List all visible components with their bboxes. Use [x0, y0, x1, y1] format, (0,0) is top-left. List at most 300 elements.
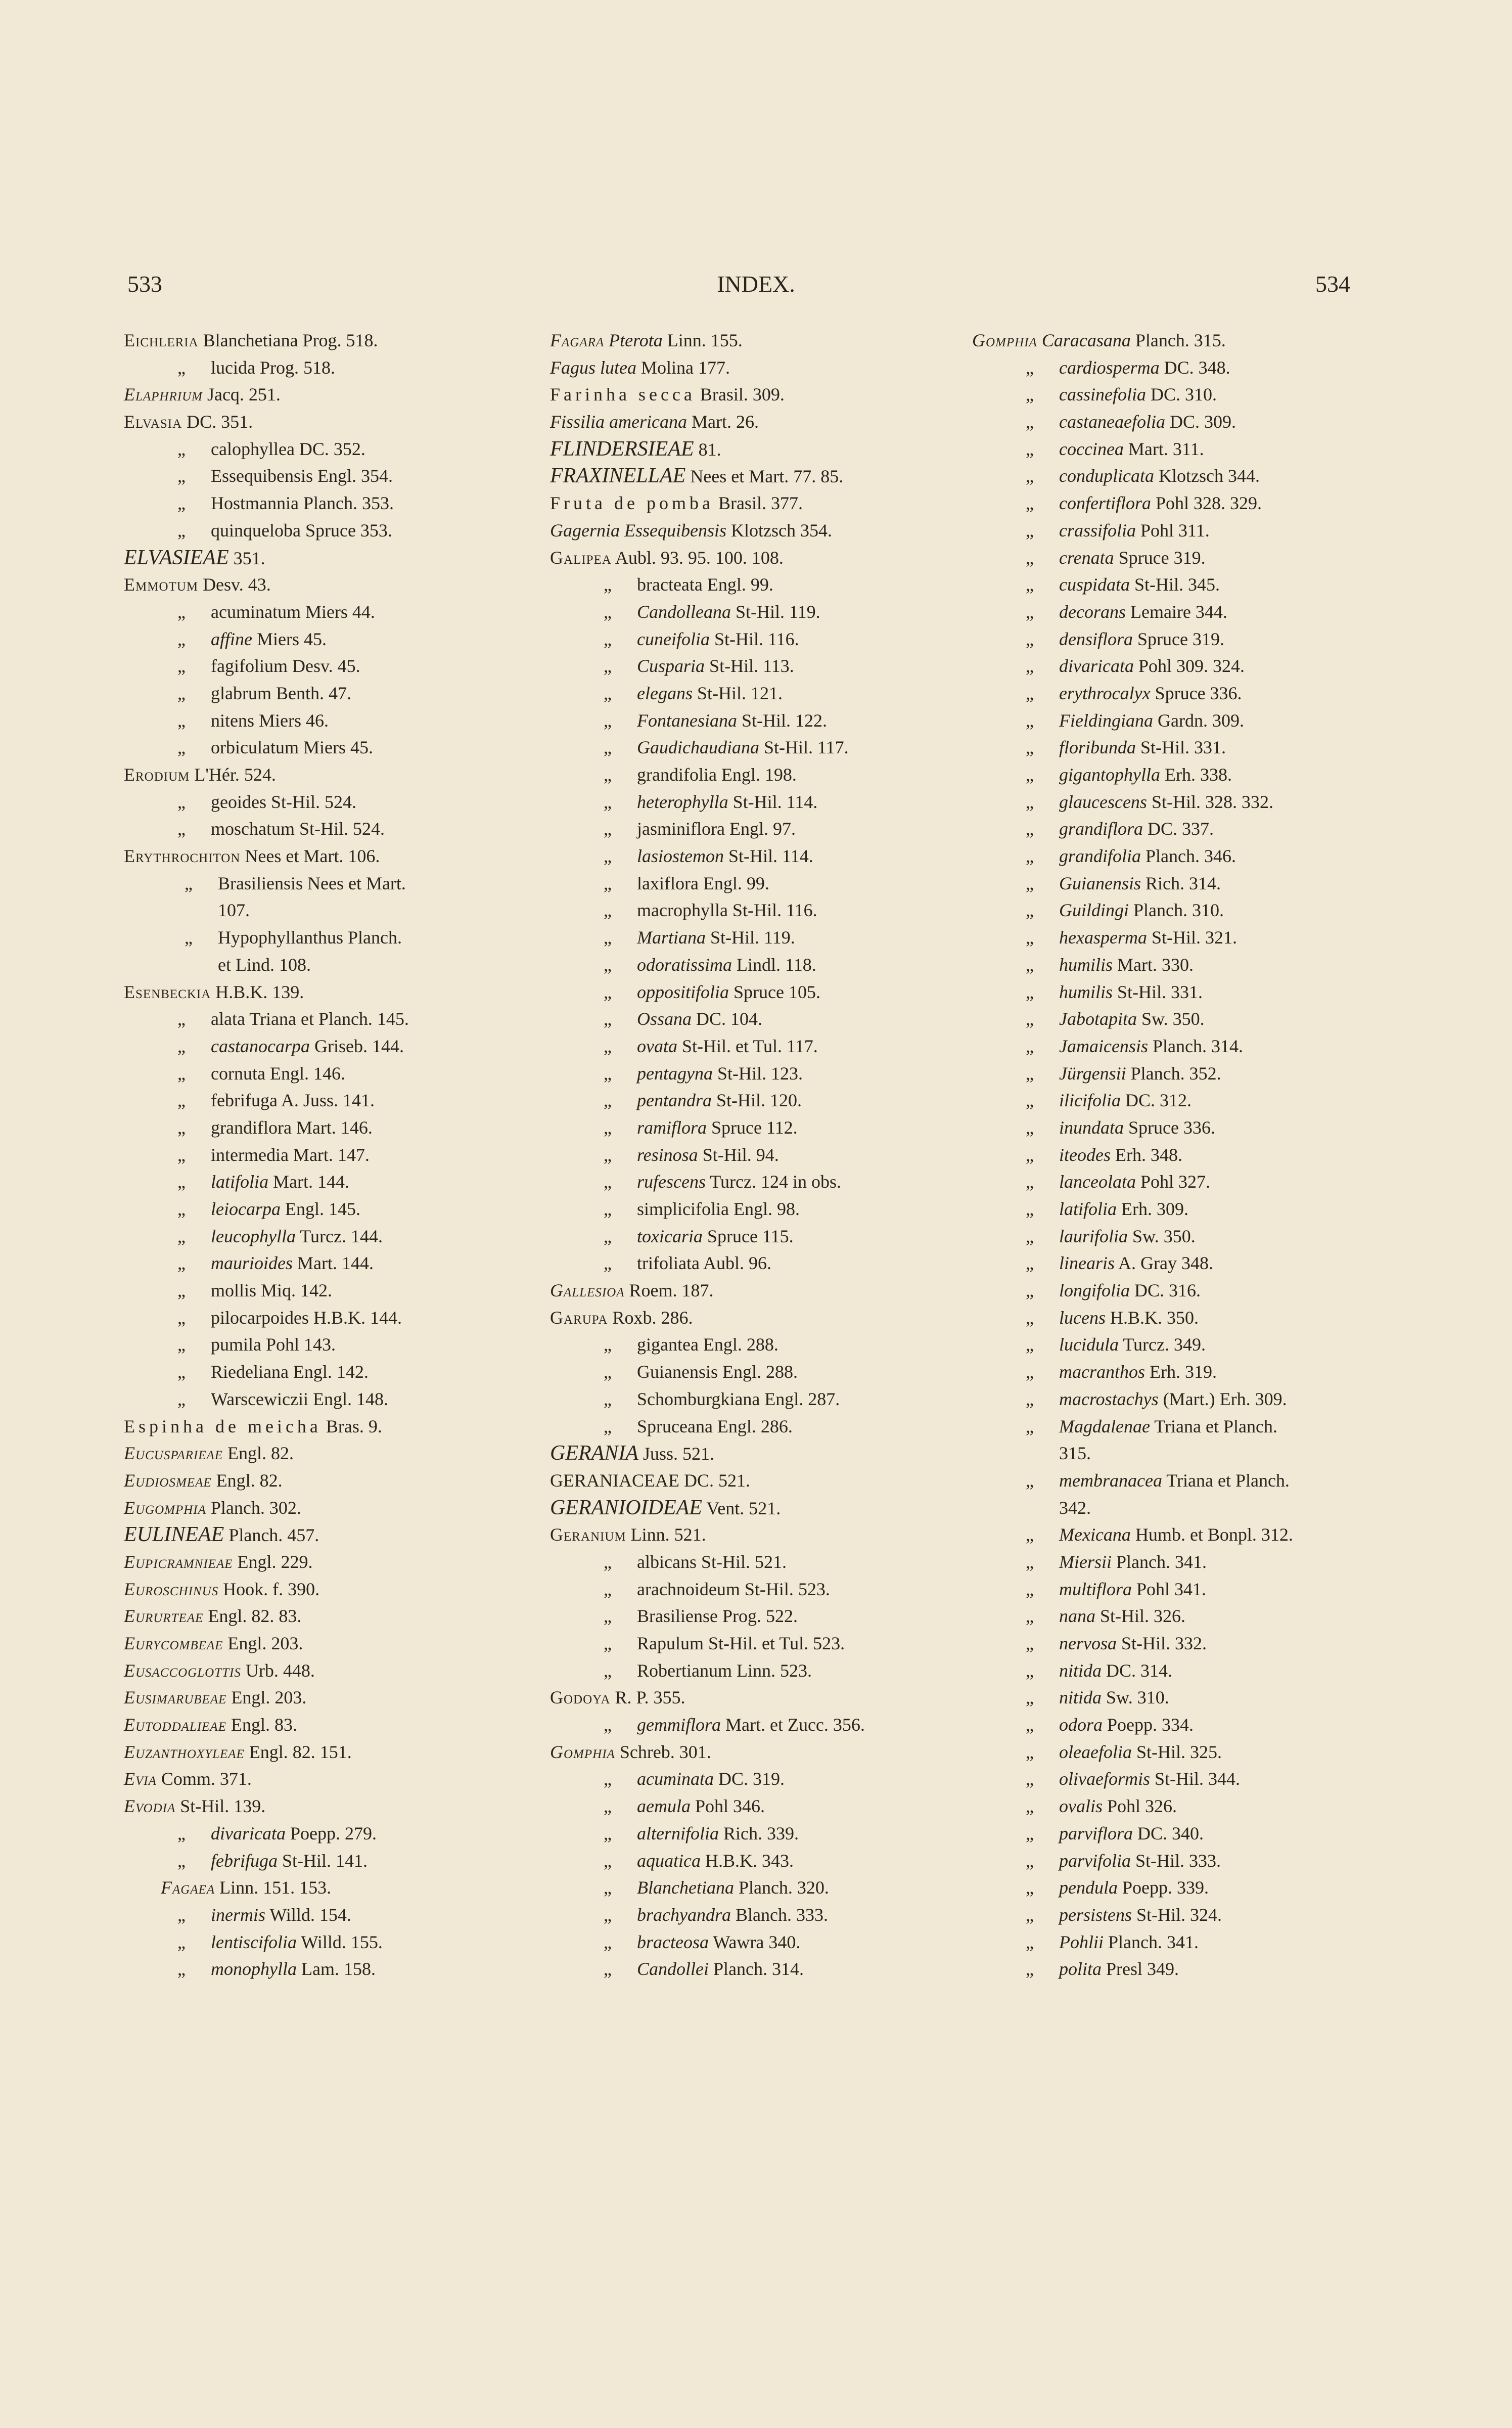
entry-species: oleaefolia	[1059, 1741, 1132, 1762]
ditto-mark: „	[604, 1931, 612, 1952]
entry-text: Erh. 348.	[1110, 1144, 1182, 1165]
entry-genus: Euzanthoxyleae	[124, 1741, 245, 1762]
index-entry	[124, 897, 409, 924]
entry-species: Caracasana	[1037, 330, 1131, 350]
index-entry	[550, 1848, 865, 1875]
entry-species: crenata	[1059, 547, 1114, 568]
entry-name: Fagus lutea	[550, 357, 636, 378]
ditto-mark: „	[604, 1769, 612, 1789]
ditto-mark: „	[604, 846, 612, 867]
entry-text: Mart. et Zucc. 356.	[721, 1715, 865, 1735]
index-entry	[124, 1495, 409, 1522]
entry-text: DC. 319.	[713, 1769, 785, 1789]
ditto-mark: „	[177, 1144, 186, 1165]
entry-text: 342.	[1059, 1497, 1091, 1518]
ditto-mark: „	[1026, 737, 1034, 758]
entry-text: Sw. 350.	[1136, 1009, 1205, 1029]
entry-text: (Mart.) Erh. 309.	[1158, 1388, 1287, 1409]
entry-species: nitida	[1059, 1687, 1102, 1708]
entry-species: humilis	[1059, 954, 1113, 975]
ditto-mark: „	[177, 710, 186, 731]
entry-text: Triana et Planch.	[1150, 1416, 1277, 1436]
ditto-mark: „	[1026, 1144, 1034, 1165]
ditto-mark: „	[177, 357, 186, 378]
index-entry	[972, 1114, 1293, 1142]
entry-species: Blanchetiana	[637, 1877, 734, 1898]
ditto-mark: „	[177, 656, 186, 677]
index-entry	[124, 1386, 409, 1413]
entry-text: St-Hil. 119.	[731, 601, 820, 622]
index-column-3	[972, 327, 1293, 1983]
entry-species: oppositifolia	[637, 981, 729, 1002]
ditto-mark: „	[1026, 1850, 1034, 1871]
ditto-mark: „	[604, 1715, 612, 1735]
entry-text: Spruce 115.	[702, 1226, 794, 1246]
ditto-mark: „	[604, 1551, 612, 1572]
entry-species: densiflora	[1059, 628, 1133, 649]
ditto-mark: „	[1026, 1687, 1034, 1708]
ditto-mark: „	[604, 765, 612, 785]
index-entry	[550, 1603, 865, 1630]
index-entry	[972, 571, 1293, 599]
entry-text: St-Hil. 324.	[1132, 1904, 1222, 1925]
ditto-mark: „	[185, 927, 193, 948]
entry-species: cuspidata	[1059, 574, 1130, 595]
index-entry	[124, 409, 409, 436]
entry-text: acuminatum Miers 44.	[211, 601, 375, 622]
index-entry	[550, 545, 865, 572]
entry-genus: Evia	[124, 1769, 157, 1789]
ditto-mark: „	[177, 520, 186, 541]
ditto-mark: „	[604, 1009, 612, 1029]
entry-species: castaneaefolia	[1059, 412, 1165, 432]
entry-species: Fieldingiana	[1059, 710, 1153, 731]
entry-species: grandifolia	[1059, 846, 1141, 867]
index-entry	[550, 1114, 865, 1142]
index-entry	[972, 1874, 1293, 1902]
ditto-mark: „	[1026, 1633, 1034, 1653]
entry-genus: Esenbeckia	[124, 981, 211, 1002]
index-entry	[972, 1956, 1293, 1983]
entry-family: ELVASIEAE	[124, 546, 229, 569]
ditto-mark: „	[1026, 574, 1034, 595]
ditto-mark: „	[1026, 954, 1034, 975]
index-entry	[550, 1413, 865, 1441]
entry-text: Willd. 155.	[296, 1931, 383, 1952]
index-entry	[972, 381, 1293, 409]
index-entry	[550, 1305, 865, 1332]
index-entry	[550, 1521, 865, 1549]
entry-species: Fontanesiana	[637, 710, 737, 731]
entry-species: leucophylla	[211, 1226, 296, 1246]
index-entry	[972, 1386, 1293, 1413]
entry-species: Magdalenae	[1059, 1416, 1150, 1436]
entry-species: Jabotapita	[1059, 1009, 1137, 1029]
ditto-mark: „	[1026, 1715, 1034, 1735]
index-entry	[124, 1848, 409, 1875]
entry-genus: Elvasia	[124, 412, 182, 432]
index-entry	[550, 1766, 865, 1793]
ditto-mark: „	[1026, 1362, 1034, 1382]
entry-text: Presl 349.	[1102, 1959, 1179, 1980]
ditto-mark: „	[604, 1199, 612, 1219]
entry-text: DC. 340.	[1133, 1823, 1204, 1844]
ditto-mark: „	[1026, 1959, 1034, 1980]
index-entry	[972, 545, 1293, 572]
entry-vernacular: Farinha secca	[550, 384, 696, 405]
entry-text: Turcz. 349.	[1118, 1334, 1206, 1355]
entry-text: Pohl 309. 324.	[1133, 656, 1245, 677]
entry-species: nervosa	[1059, 1633, 1117, 1653]
entry-text: Planch. 314.	[709, 1959, 804, 1980]
entry-text: Blanchetiana Prog. 518.	[198, 330, 378, 350]
ditto-mark: „	[604, 1090, 612, 1111]
index-entry	[124, 1440, 409, 1467]
ditto-mark: „	[177, 1199, 186, 1219]
entry-text: Schreb. 301.	[615, 1741, 711, 1762]
entry-text: DC. 348.	[1159, 357, 1230, 378]
entry-text: Molina 177.	[636, 357, 730, 378]
index-entry	[124, 599, 409, 626]
ditto-mark: „	[177, 1253, 186, 1274]
index-entry	[550, 1250, 865, 1277]
ditto-mark: „	[604, 710, 612, 731]
entry-text: Engl. 82. 151.	[244, 1741, 352, 1762]
entry-species: persistens	[1059, 1904, 1132, 1925]
ditto-mark: „	[604, 791, 612, 812]
index-entry	[972, 1603, 1293, 1630]
entry-text: Planch. 341.	[1104, 1931, 1199, 1952]
entry-text: Roxb. 286.	[608, 1307, 693, 1328]
ditto-mark: „	[177, 1117, 186, 1138]
entry-text: Planch. 310.	[1129, 900, 1224, 921]
index-entry	[972, 734, 1293, 761]
ditto-mark: „	[1026, 1117, 1034, 1138]
entry-species: latifolia	[1059, 1199, 1117, 1219]
entry-species: linearis	[1059, 1253, 1115, 1274]
entry-species: bracteosa	[637, 1931, 709, 1952]
index-entry	[550, 1168, 865, 1196]
entry-text: Urb. 448.	[241, 1660, 315, 1681]
index-entry	[972, 1848, 1293, 1875]
ditto-mark: „	[1026, 1063, 1034, 1084]
entry-species: conduplicata	[1059, 466, 1154, 486]
index-entry	[972, 1902, 1293, 1929]
index-entry	[124, 707, 409, 735]
ditto-mark: „	[177, 1388, 186, 1409]
entry-species: erythrocalyx	[1059, 683, 1151, 703]
entry-text: Spruce 112.	[707, 1117, 798, 1138]
entry-species: lucidula	[1059, 1334, 1119, 1355]
entry-text: R. P. 355.	[610, 1687, 685, 1708]
index-entry	[550, 1033, 865, 1060]
ditto-mark: „	[177, 601, 186, 622]
entry-text: Engl. 82.	[211, 1470, 283, 1491]
ditto-mark: „	[604, 1823, 612, 1844]
index-entry	[972, 707, 1293, 735]
entry-text: St-Hil. 122.	[737, 710, 827, 731]
index-entry	[124, 381, 409, 409]
entry-species: monophylla	[211, 1959, 297, 1980]
entry-text: Engl. 203.	[223, 1633, 303, 1653]
entry-text: Engl. 82.	[223, 1443, 294, 1464]
index-entry	[550, 816, 865, 843]
index-entry	[972, 1006, 1293, 1033]
index-entry	[550, 1087, 865, 1114]
entry-text: Engl. 83.	[226, 1715, 297, 1735]
index-entry	[972, 1712, 1293, 1739]
ditto-mark: „	[604, 927, 612, 948]
ditto-mark: „	[177, 1823, 186, 1844]
index-entry	[972, 761, 1293, 789]
ditto-mark: „	[1026, 438, 1034, 459]
ditto-mark: „	[1026, 357, 1034, 378]
entry-text: Planch. 346.	[1141, 846, 1236, 867]
entry-text: Mart. 144.	[293, 1253, 374, 1274]
entry-text: DC. 309.	[1165, 412, 1236, 432]
entry-text: Pohl 328. 329.	[1151, 493, 1262, 514]
entry-text: Spruceana Engl. 286.	[637, 1416, 793, 1436]
entry-species: inermis	[211, 1904, 265, 1925]
entry-species: ilicifolia	[1059, 1090, 1121, 1111]
entry-species: leiocarpa	[211, 1199, 281, 1219]
index-entry	[972, 1305, 1293, 1332]
entry-text: Bras. 9.	[321, 1416, 382, 1436]
entry-species: heterophylla	[637, 791, 728, 812]
index-entry	[972, 1521, 1293, 1549]
entry-species: olivaeformis	[1059, 1769, 1150, 1789]
entry-species: lucens	[1059, 1307, 1106, 1328]
index-entry	[972, 1739, 1293, 1766]
entry-genus: Galipea	[550, 547, 612, 568]
index-entry	[550, 979, 865, 1006]
entry-species: divaricata	[1059, 656, 1134, 677]
entry-text: grandiflora Mart. 146.	[211, 1117, 373, 1138]
index-entry	[124, 979, 409, 1006]
index-entry	[550, 1929, 865, 1956]
index-entry	[124, 1305, 409, 1332]
index-entry	[550, 870, 865, 897]
entry-family: GERANIOIDEAE	[550, 1496, 702, 1519]
entry-text: GERANIACEAE DC. 521.	[550, 1470, 750, 1491]
ditto-mark: „	[1026, 1036, 1034, 1056]
index-entry	[550, 897, 865, 924]
index-entry	[972, 409, 1293, 436]
index-entry	[124, 1359, 409, 1386]
entry-text: St-Hil. 344.	[1150, 1769, 1240, 1789]
entry-species: Mexicana	[1059, 1524, 1131, 1545]
index-entry	[550, 436, 865, 463]
entry-genus: Garupa	[550, 1307, 608, 1328]
index-entry	[124, 1874, 409, 1902]
ditto-mark: „	[604, 1877, 612, 1898]
index-entry	[550, 1142, 865, 1169]
entry-text: Juss. 521.	[638, 1444, 714, 1464]
ditto-mark: „	[1026, 1796, 1034, 1817]
entry-text: Pohl 346.	[690, 1796, 765, 1817]
index-entry	[124, 761, 409, 789]
ditto-mark: „	[1026, 846, 1034, 867]
entry-text: Hostmannia Planch. 353.	[211, 493, 394, 514]
entry-genus: Fagara	[550, 330, 605, 350]
index-entry	[972, 653, 1293, 680]
index-entry	[124, 1793, 409, 1820]
index-entry	[124, 1060, 409, 1088]
ditto-mark: „	[1026, 1470, 1034, 1491]
entry-species: Ossana	[637, 1009, 692, 1029]
ditto-mark: „	[177, 1090, 186, 1111]
ditto-mark: „	[604, 1063, 612, 1084]
index-entry	[550, 1006, 865, 1033]
ditto-mark: „	[604, 1959, 612, 1980]
entry-text: Planch. 314.	[1148, 1036, 1243, 1056]
ditto-mark: „	[604, 819, 612, 839]
entry-text: Klotzsch 344.	[1154, 466, 1260, 486]
entry-text: St-Hil. 325.	[1131, 1741, 1222, 1762]
entry-text: H.B.K. 350.	[1105, 1307, 1199, 1328]
entry-text: Poepp. 279.	[285, 1823, 377, 1844]
ditto-mark: „	[177, 1226, 186, 1246]
index-entry	[124, 1630, 409, 1657]
index-entry	[550, 626, 865, 653]
index-entry	[124, 571, 409, 599]
entry-text: 107.	[218, 900, 250, 921]
index-entry	[972, 1033, 1293, 1060]
entry-species: glaucescens	[1059, 791, 1147, 812]
index-entry	[124, 1902, 409, 1929]
entry-species: cassinefolia	[1059, 384, 1146, 405]
entry-text: quinqueloba Spruce 353.	[211, 520, 392, 541]
entry-text: DC. 310.	[1146, 384, 1217, 405]
entry-text: laxiflora Engl. 99.	[637, 873, 769, 893]
entry-species: floribunda	[1059, 737, 1136, 758]
ditto-mark: „	[604, 737, 612, 758]
entry-text: Spruce 105.	[729, 981, 820, 1002]
ditto-mark: „	[604, 574, 612, 595]
ditto-mark: „	[1026, 1606, 1034, 1627]
index-entry	[972, 490, 1293, 517]
entry-text: St-Hil. 116.	[709, 628, 799, 649]
entry-text: 81.	[694, 439, 721, 460]
entry-text: St-Hil. 139.	[175, 1796, 266, 1817]
index-entry	[972, 1142, 1293, 1169]
entry-genus: Eurycombeae	[124, 1633, 223, 1653]
entry-species: decorans	[1059, 601, 1126, 622]
entry-text: DC. 337.	[1143, 819, 1214, 839]
entry-genus: Eichleria	[124, 330, 199, 350]
ditto-mark: „	[604, 1388, 612, 1409]
ditto-mark: „	[177, 1063, 186, 1084]
index-entry	[124, 1956, 409, 1983]
entry-species: aemula	[637, 1796, 691, 1817]
entry-text: Guianensis Engl. 288.	[637, 1362, 798, 1382]
entry-text: Pohl 326.	[1103, 1796, 1177, 1817]
index-entry	[972, 789, 1293, 816]
index-column-1	[124, 327, 409, 1983]
ditto-mark: „	[177, 1036, 186, 1056]
index-entry	[972, 327, 1293, 354]
index-entry	[124, 1087, 409, 1114]
entry-text: Blanch. 333.	[730, 1904, 828, 1925]
entry-text: Spruce 336.	[1124, 1117, 1215, 1138]
entry-genus: Eudiosmeae	[124, 1470, 212, 1491]
index-entry	[550, 1277, 865, 1305]
index-entry	[124, 1549, 409, 1576]
entry-text: Spruce 319.	[1133, 628, 1224, 649]
entry-species: alternifolia	[637, 1823, 719, 1844]
index-entry	[972, 1277, 1293, 1305]
entry-text: Vent. 521.	[702, 1498, 781, 1518]
index-entry	[550, 354, 865, 382]
ditto-mark: „	[1026, 1226, 1034, 1246]
entry-text: Sw. 350.	[1128, 1226, 1196, 1246]
index-entry	[972, 1359, 1293, 1386]
index-entry	[550, 1684, 865, 1712]
entry-species: Martiana	[637, 927, 706, 948]
ditto-mark: „	[1026, 981, 1034, 1002]
index-entry	[124, 1929, 409, 1956]
entry-text: mollis Miq. 142.	[211, 1280, 333, 1301]
index-entry	[972, 1549, 1293, 1576]
ditto-mark: „	[177, 493, 186, 514]
entry-text: geoides St-Hil. 524.	[211, 791, 356, 812]
entry-species: pentagyna	[637, 1063, 713, 1084]
entry-text: Rich. 339.	[719, 1823, 799, 1844]
index-entry	[972, 436, 1293, 463]
entry-text: Engl. 82. 83.	[203, 1606, 302, 1627]
entry-text: Engl. 229.	[233, 1551, 313, 1572]
entry-species: latifolia	[211, 1172, 269, 1192]
index-entry	[550, 1223, 865, 1250]
entry-text: lucida Prog. 518.	[211, 357, 335, 378]
entry-text: Hook. f. 390.	[218, 1579, 320, 1599]
entry-genus: Eutoddalieae	[124, 1715, 226, 1735]
entry-text: Spruce 319.	[1114, 547, 1206, 568]
entry-species: brachyandra	[637, 1904, 731, 1925]
entry-genus: Eururteae	[124, 1606, 204, 1627]
entry-text: nitens Miers 46.	[211, 710, 329, 731]
index-entry	[972, 1630, 1293, 1657]
index-entry	[550, 327, 865, 354]
ditto-mark: „	[604, 900, 612, 921]
ditto-mark: „	[1026, 466, 1034, 486]
index-entry	[550, 1576, 865, 1603]
entry-species: pendula	[1059, 1877, 1118, 1898]
index-entry	[124, 1739, 409, 1766]
index-entry	[124, 1712, 409, 1739]
ditto-mark: „	[177, 1334, 186, 1355]
index-entry	[550, 1359, 865, 1386]
index-entry	[972, 1087, 1293, 1114]
ditto-mark: „	[1026, 1877, 1034, 1898]
index-entry	[124, 1223, 409, 1250]
entry-species: hexasperma	[1059, 927, 1147, 948]
entry-text: St-Hil. 114.	[724, 846, 813, 867]
index-entry	[124, 327, 409, 354]
ditto-mark: „	[1026, 1280, 1034, 1301]
entry-species: Miersii	[1059, 1551, 1112, 1572]
ditto-mark: „	[1026, 765, 1034, 785]
entry-species: parviflora	[1059, 1823, 1133, 1844]
index-entry	[124, 1331, 409, 1359]
ditto-mark: „	[604, 1606, 612, 1627]
ditto-mark: „	[604, 1144, 612, 1165]
entry-text: Klotzsch 354.	[726, 520, 832, 541]
entry-text: Humb. et Bonpl. 312.	[1130, 1524, 1293, 1545]
index-entry	[550, 1386, 865, 1413]
index-entry	[972, 1060, 1293, 1088]
entry-species: parvifolia	[1059, 1850, 1131, 1871]
